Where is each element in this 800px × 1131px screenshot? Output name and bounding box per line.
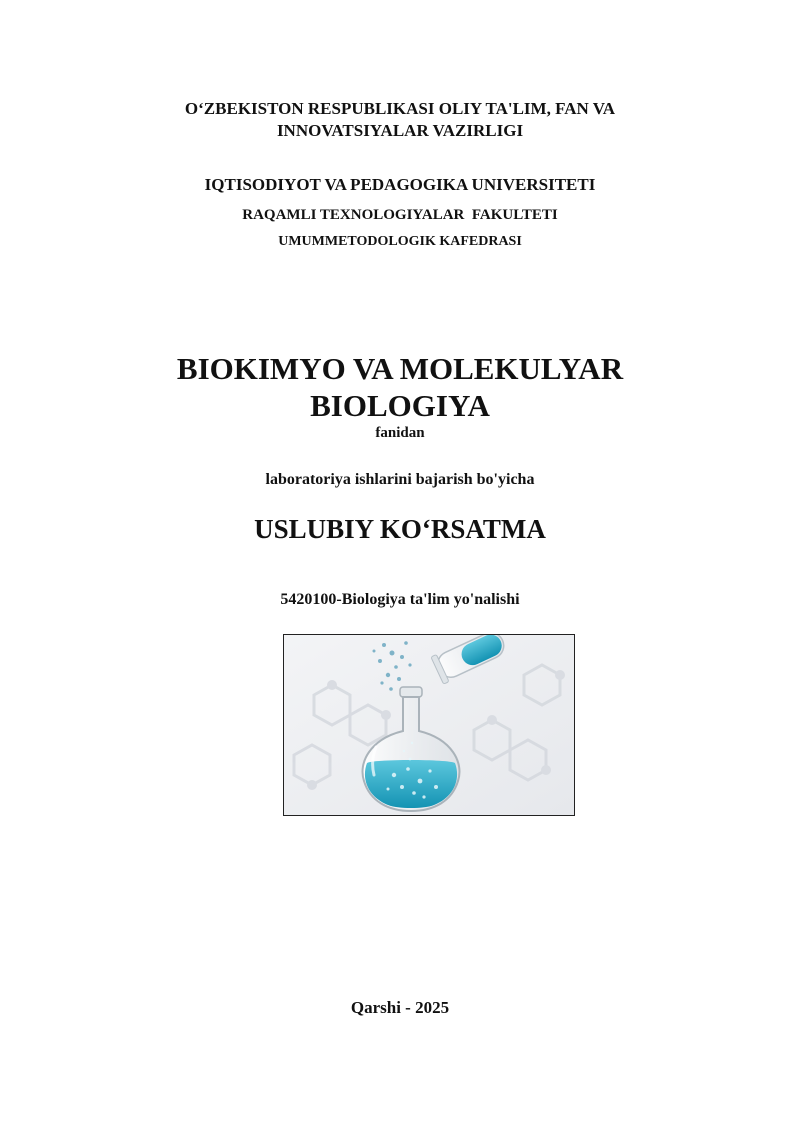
cover-illustration <box>284 635 574 815</box>
ministry-name <box>0 98 800 142</box>
ministry-line-2: INNOVATSIYALAR VAZIRLIGI <box>276 121 524 140</box>
program-code: 5420100-Biologiya ta'lim yo'nalishi <box>280 591 520 608</box>
title-line-2: BIOLOGIYA <box>310 388 490 423</box>
ministry-line-1: O‘ZBEKISTON RESPUBLIKASI OLIY TA'LIM, FAN VA <box>184 99 616 118</box>
purpose-text: laboratoriya ishlarini bajarish bo'yicha <box>265 471 535 488</box>
subject-suffix: fanidan <box>375 425 425 441</box>
document-type: USLUBIY KO‘RSATMA <box>254 514 546 544</box>
department-name: UMUMMETODOLOGIK KAFEDRASI <box>278 234 522 249</box>
university-name: IQTISODIYOT VA PEDAGOGIKA UNIVERSITETI <box>204 175 596 194</box>
faculty-name: RAQAMLI TEXNOLOGIYALAR FAKULTETI <box>242 207 558 223</box>
title-line-1: BIOKIMYO VA MOLEKULYAR <box>176 351 624 386</box>
city-year: Qarshi - 2025 <box>350 998 450 1017</box>
chemistry-flask-icon <box>283 634 575 816</box>
document-title <box>0 350 800 424</box>
